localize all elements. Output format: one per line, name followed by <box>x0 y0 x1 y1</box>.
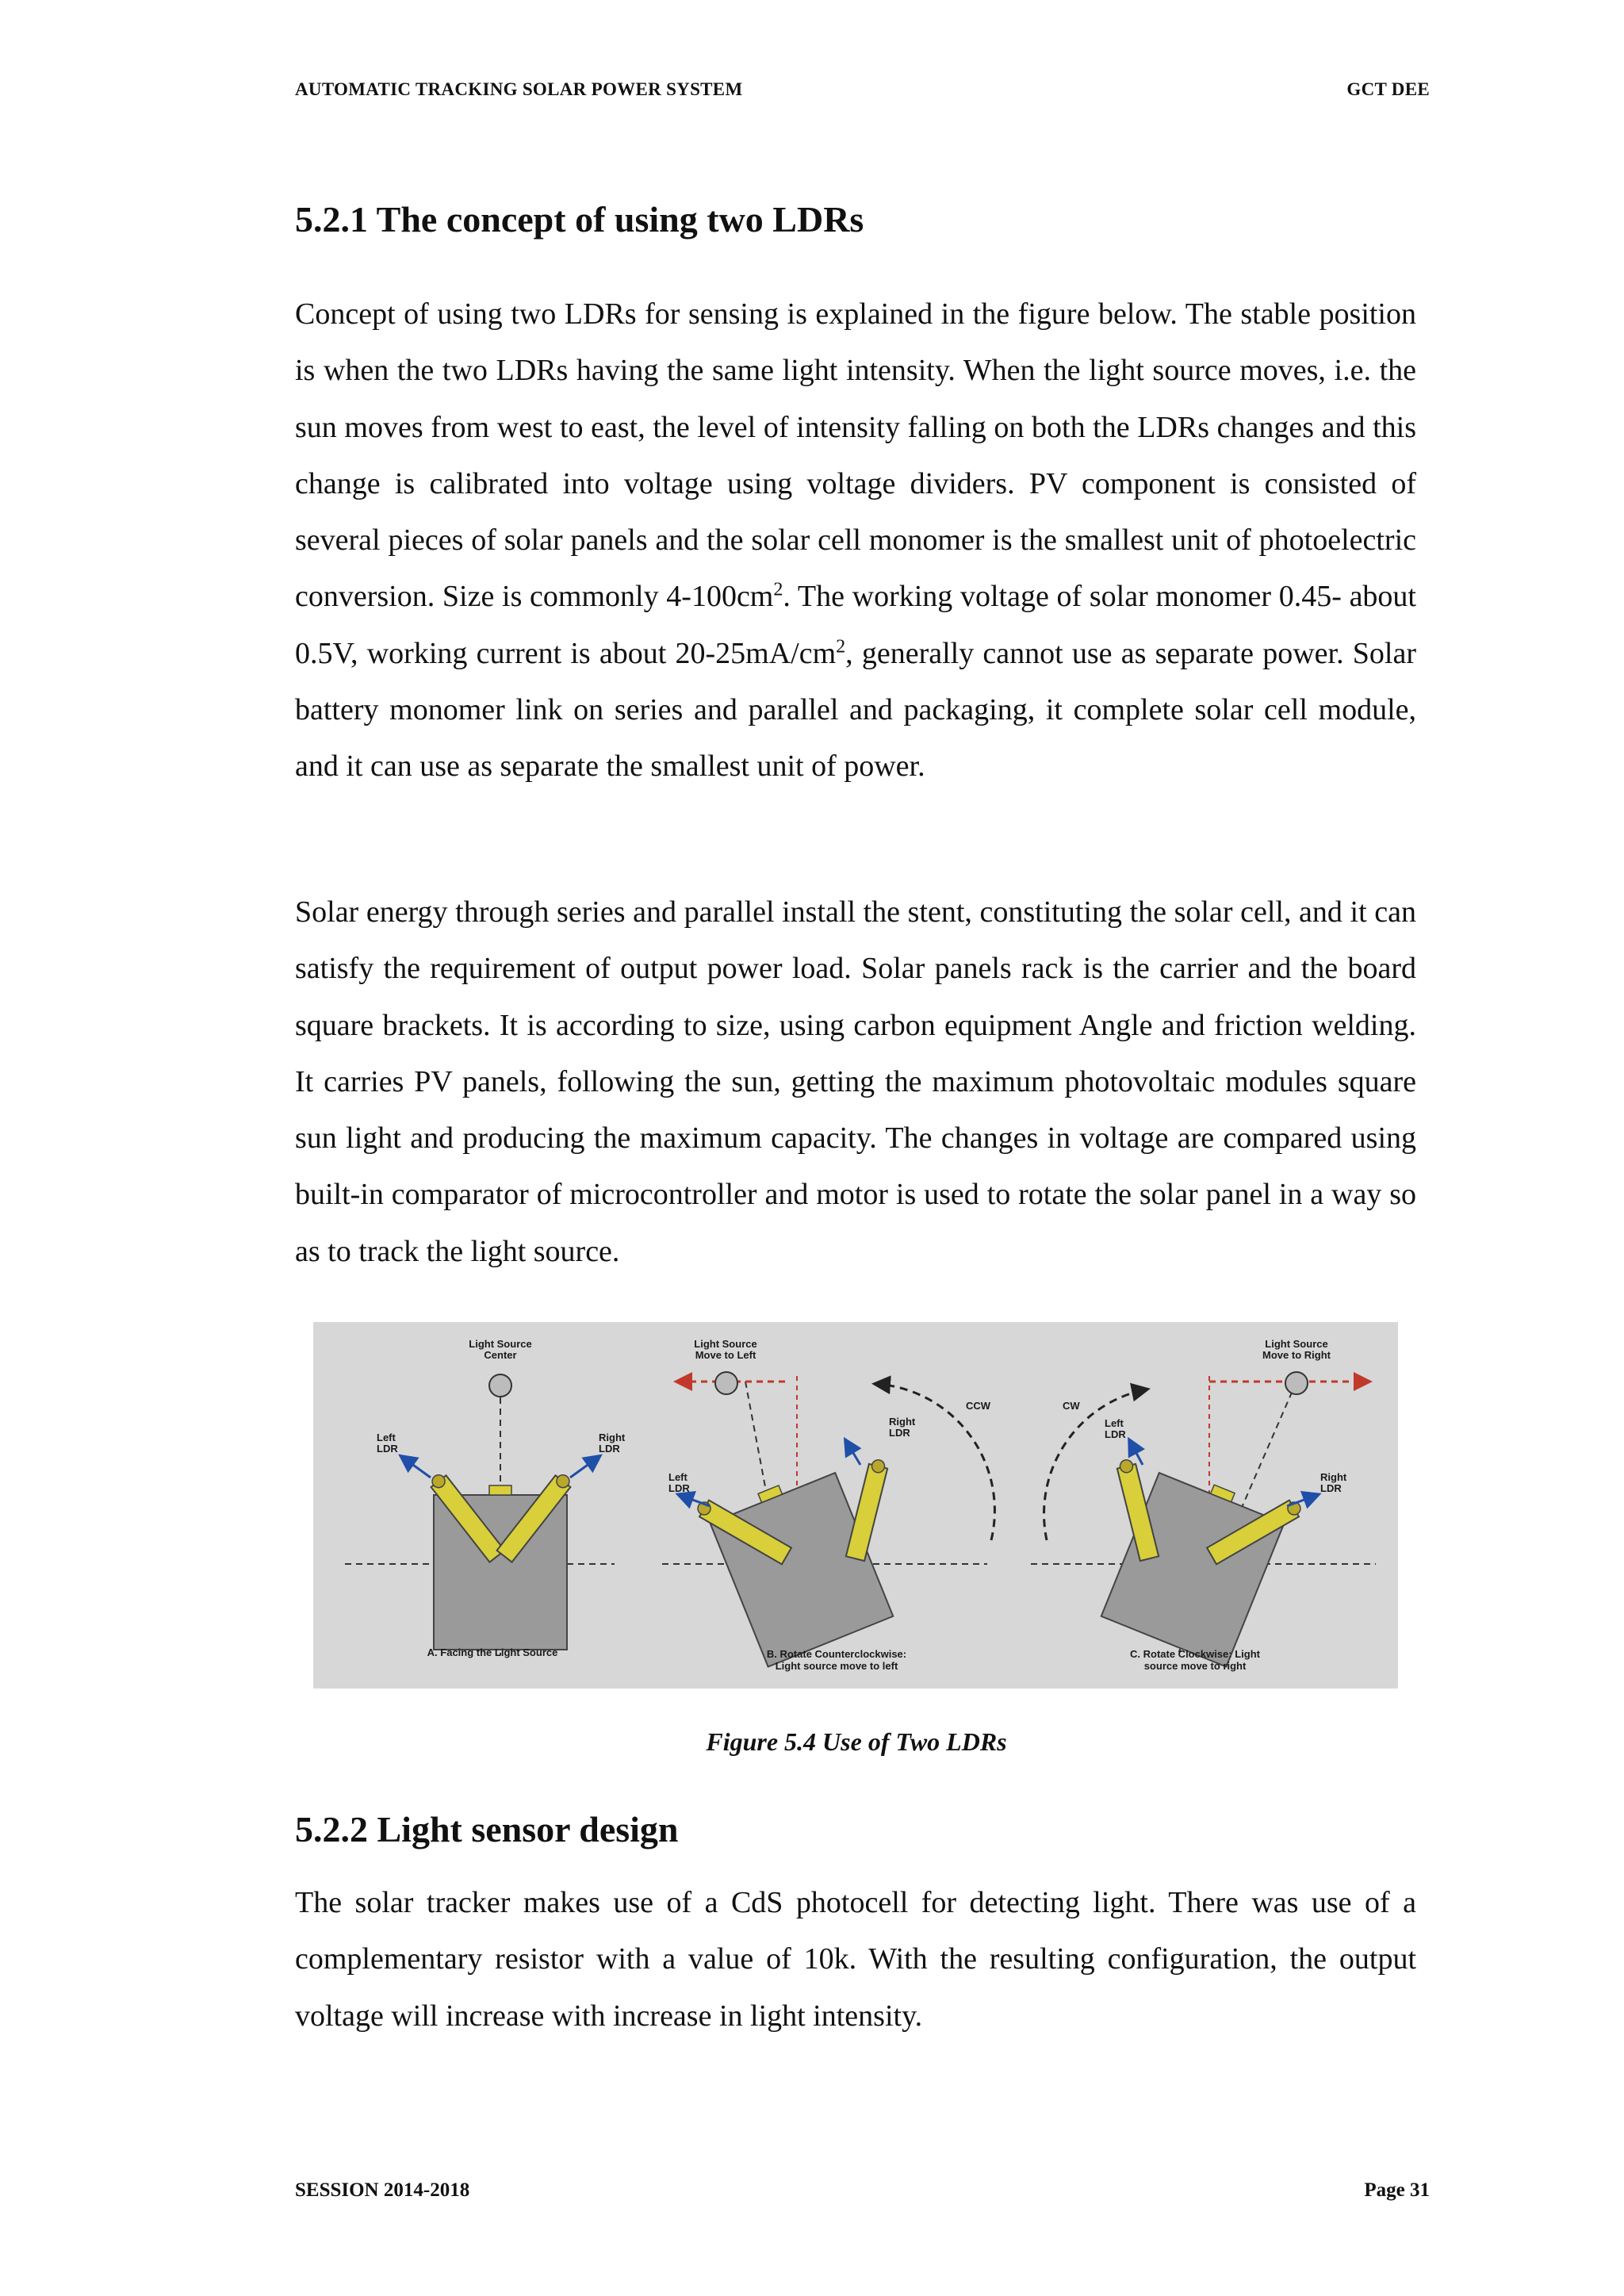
panel-c-light-source-icon <box>1285 1372 1308 1394</box>
footer-session: SESSION 2014-2018 <box>295 2179 470 2201</box>
panel-a-right-ldr-label-2: LDR <box>599 1443 620 1455</box>
section-heading-5-2-2: 5.2.2 Light sensor design <box>295 1809 679 1849</box>
panel-c-left-ldr-label-2: LDR <box>1105 1428 1126 1440</box>
panel-a-caption: A. Facing the Light Source <box>427 1646 558 1658</box>
panel-c-source-label-1: Light Source <box>1265 1338 1328 1350</box>
panel-a-source-label-1: Light Source <box>469 1338 532 1350</box>
panel-b-right-ldr-label-1: Right <box>889 1416 916 1428</box>
panel-b-rotation-label: CCW <box>966 1400 991 1412</box>
paragraph-solar-rack: Solar energy through series and parallel install the stent, constituting the solar cell, and it can satisfy the requirement of output power load. Solar panels rack is the carrier and the board square brackets. It is according to size, using carbon equipment Angle and friction welding. It carries PV panels, following the sun, getting the maximum photovoltaic modules square sun light and producing the maximum capacity. The changes in voltage are compared using built-in comparator of microcontroller and motor is used to rotate the solar panel in a way so as to track the light source. <box>295 895 1416 1268</box>
panel-b-left-ldr-label-2: LDR <box>668 1482 690 1494</box>
panel-c-caption-2: source move to right <box>1143 1660 1247 1672</box>
section-heading-5-2-1: 5.2.1 The concept of using two LDRs <box>295 199 864 240</box>
panel-b-source-label-1: Light Source <box>694 1338 757 1350</box>
panel-c-rotation-label: CW <box>1063 1400 1080 1412</box>
panel-a-source-label-2: Center <box>484 1349 517 1361</box>
panel-b-right-ldr-label-2: LDR <box>889 1427 910 1439</box>
panel-b-rotate-ccw <box>662 1338 994 1672</box>
panel-a-right-ldr-label-1: Right <box>599 1432 626 1443</box>
panel-b-source-label-2: Move to Left <box>695 1349 756 1361</box>
header-department: GCT DEE <box>1346 79 1430 99</box>
panel-b-caption-1: B. Rotate Counterclockwise: <box>766 1648 907 1660</box>
panel-b-right-ldr <box>846 1458 889 1561</box>
two-ldr-figure <box>313 1322 1398 1688</box>
panel-a-facing-source <box>345 1338 626 1658</box>
panel-c-right-ldr-label-2: LDR <box>1320 1482 1342 1494</box>
panel-c-caption-1: C. Rotate Clockwise: Light <box>1130 1648 1260 1660</box>
panel-a-left-ldr-label-2: LDR <box>377 1443 398 1455</box>
header-title: AUTOMATIC TRACKING SOLAR POWER SYSTEM <box>295 79 743 99</box>
panel-b-light-source-icon <box>715 1372 737 1394</box>
panel-c-right-ldr-label-1: Right <box>1320 1471 1347 1483</box>
panel-a-left-ldr-label-1: Left <box>377 1432 396 1443</box>
figure-caption: Figure 5.4 Use of Two LDRs <box>706 1727 1007 1756</box>
panel-c-source-label-2: Move to Right <box>1262 1349 1331 1361</box>
panel-a-light-source-icon <box>489 1374 511 1397</box>
footer-page-number: Page 31 <box>1364 2179 1430 2201</box>
panel-b-left-ldr-label-1: Left <box>668 1471 688 1483</box>
paragraph-ldr-concept: Concept of using two LDRs for sensing is explained in the figure below. The stable position is when the two LDRs having the same light intensity. When the light source moves, i.e. the sun moves from west to east, the level of intensity falling on both the LDRs changes and this change is calibrated into voltage using voltage dividers. PV component is consisted of several pieces of solar panels and the solar cell monomer is the smallest unit of photoelectric conversion. Size is commonly $4-100cm^2$. The working voltage of solar monomer 0.45- about 0.5V, working current is about $20-25mA/cm^2$, generally cannot use as separate power. Solar battery monomer link on series and parallel and packaging, it complete solar cell module, and it can use as separate the smallest unit of power. <box>295 297 1416 784</box>
panel-c-left-ldr-label-1: Left <box>1105 1417 1124 1429</box>
panel-c-rotate-cw <box>1031 1338 1376 1672</box>
panel-b-caption-2: Light source move to left <box>775 1660 898 1672</box>
paragraph-light-sensor: The solar tracker makes use of a CdS photocell for detecting light. There was use of a complementary resistor with a value of 10k. With the resulting configuration, the output voltage will increase with increase in light intensity. <box>295 1886 1416 2033</box>
